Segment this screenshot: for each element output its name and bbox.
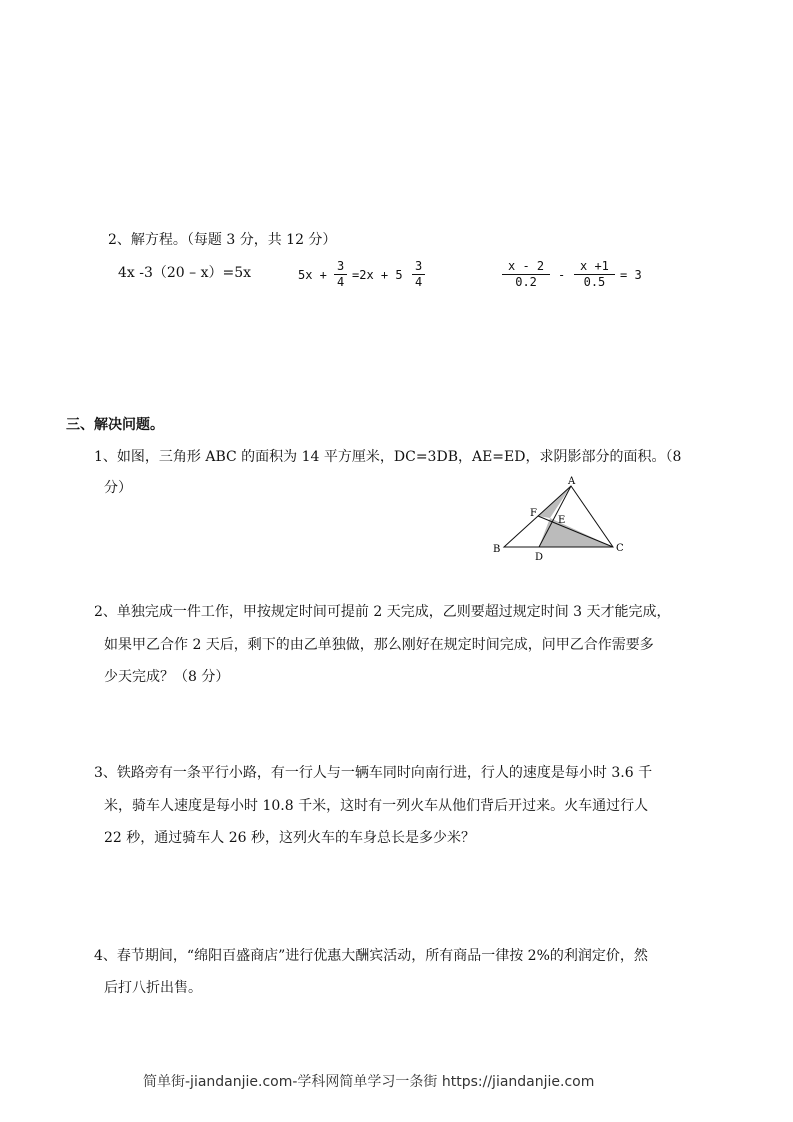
label-e: E	[558, 515, 566, 526]
section3-heading: 三、解决问题。	[66, 417, 164, 433]
question-2-line: 如果甲乙合作 2 天后，剩下的由乙单独做，那么刚好在规定时间完成，问甲乙合作需要多	[104, 637, 654, 653]
question-4-line: 后打八折出售。	[104, 980, 202, 996]
document-page: 2、解方程。（每题 3 分，共 12 分） 4x -3（20 – x）=5x 5x + $\frac{3}{4}$ =2x + 5 $\frac{3}{4}$ $\frac{x - 2}{0.2}$ - $\frac{x +1}{0.5}$ = 3 三、解决问题。 1、如图，三角形 ABC 的面积为 14 平方厘米，DC=3DB，AE=ED，求阴影部分的面积。（8 分） A B C D E F 2、单独完成一件工作，甲按规定时间可提前 2 天完成，乙则要超过规定时间 3 天才能完成， 如果甲乙合作 2 天后，剩下的由乙单独做，那么刚好在规定时间完成，问甲乙合作需要多 少天完成？（8 分） 3、铁路旁有一条平行小路，有一行人与一辆车同时向南行进，行人的速度是每小时 3.6 千 米，骑车人速度是每小时 10.8 千米，这时有一列火车从他们背后开过来。火车通过行人 22 秒，通过骑车人 26 秒，这列火车的车身总长是多少米？ 4、春节期间，“绵阳百盛商店”进行优惠大酬宾活动，所有商品一律按 2%的利润定价，然 后打八折出售。 简单街-jiandanjie.com-学科网简单学习一条街 https://jiandanjie.com	[0, 0, 793, 1122]
question-2-line: 少天完成？（8 分）	[104, 669, 230, 685]
label-c: C	[616, 543, 624, 554]
triangle-figure	[480, 470, 640, 565]
question-4-line: 4、春节期间，“绵阳百盛商店”进行优惠大酬宾活动，所有商品一律按 2%的利润定价，然	[94, 948, 648, 964]
section2-heading: 2、解方程。（每题 3 分，共 12 分）	[108, 232, 337, 248]
question-3-line: 3、铁路旁有一条平行小路，有一行人与一辆车同时向南行进，行人的速度是每小时 3.6 千	[94, 765, 653, 781]
question-3-line: 米，骑车人速度是每小时 10.8 千米，这时有一列火车从他们背后开过来。火车通过行人	[104, 798, 649, 814]
equation-1: 4x -3（20 – x）=5x	[118, 265, 252, 281]
label-f: F	[530, 508, 537, 519]
label-d: D	[535, 552, 544, 563]
footer-watermark: 简单街-jiandanjie.com-学科网简单学习一条街 https://jiandanjie.com	[143, 1074, 595, 1090]
question-3-line: 22 秒，通过骑车人 26 秒，这列火车的车身总长是多少米？	[104, 830, 475, 846]
question-1-line: 1、如图，三角形 ABC 的面积为 14 平方厘米，DC=3DB，AE=ED，求阴影部分的面积。（8	[94, 449, 682, 465]
question-2-line: 2、单独完成一件工作，甲按规定时间可提前 2 天完成，乙则要超过规定时间 3 天才能完成，	[94, 604, 671, 620]
question-1-line: 分）	[104, 480, 132, 496]
label-b: B	[493, 544, 501, 555]
label-a: A	[568, 476, 576, 487]
